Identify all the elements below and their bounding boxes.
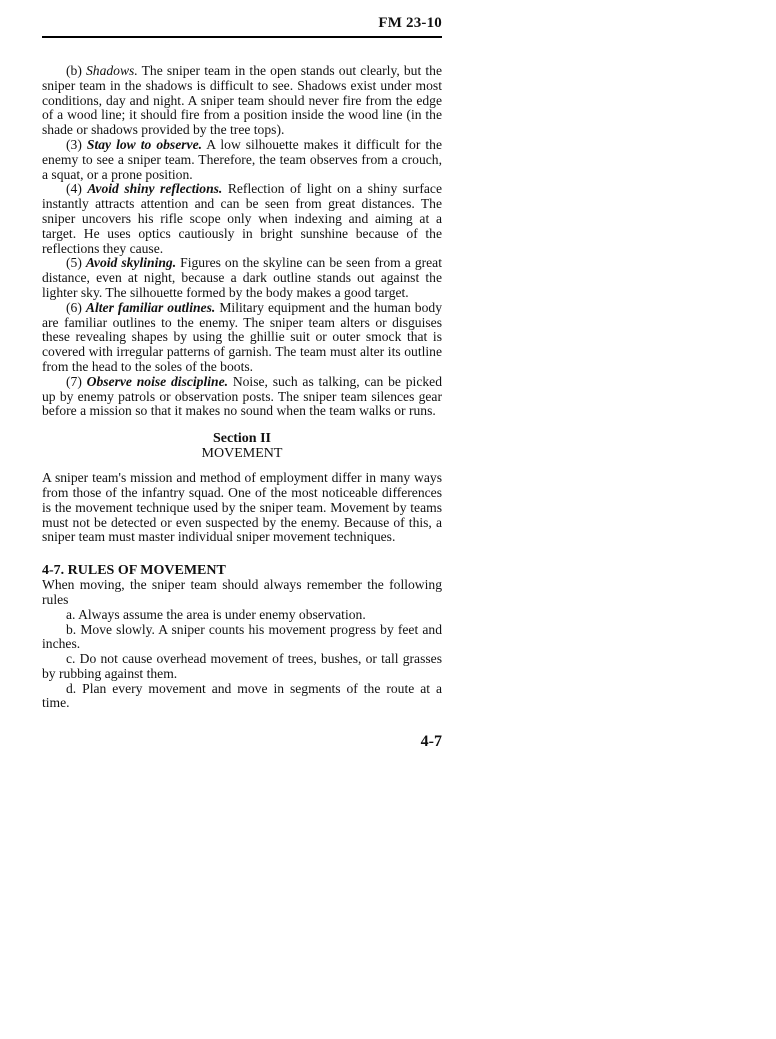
paragraph-term: Observe noise discipline. bbox=[86, 373, 229, 389]
rule-item: a. Always assume the area is under enemy observation. bbox=[66, 606, 366, 622]
paragraph-term: Shadows. bbox=[85, 63, 138, 78]
section-number: Section II bbox=[213, 431, 271, 447]
body-text bbox=[42, 64, 442, 711]
paragraph-reflections bbox=[42, 182, 442, 256]
rule-item: b. Move slowly. A sniper counts his movement progress by feet and inches. bbox=[42, 621, 442, 652]
paragraph-term: Alter familiar outlines. bbox=[85, 299, 216, 315]
paragraph-number: (b) bbox=[66, 63, 82, 78]
section-title: MOVEMENT bbox=[201, 446, 283, 462]
paragraph-stay-low bbox=[42, 138, 442, 182]
paragraph-noise bbox=[42, 375, 442, 419]
paragraph-text: Noise, such as talking, can be picked up by enemy patrols or observation posts. The sniper team silences gear before a mission so that it makes no sound when the team walks or runs. bbox=[42, 373, 442, 419]
paragraph-term: Avoid skylining. bbox=[85, 255, 177, 271]
paragraph-text: The sniper team in the open stands out clearly, but the sniper team in the shadows is difficult to see. Shadows exist under most conditions, day and night. A sniper team should never fire from the edge of a wood line; it should fire from a position inside the wood line (in the shade or shadows provided by the tree tops). bbox=[42, 63, 442, 138]
paragraph-text: Reflection of light on a shiny surface instantly attracts attention and can be seen from great distances. The sniper uncovers his rifle scope only when indexing and aiming at a target. He uses optics cautiously in bright sunshine because of the reflections they cause. bbox=[42, 181, 442, 256]
page-number: 4-7 bbox=[420, 733, 442, 750]
paragraph-number: (5) bbox=[66, 255, 82, 271]
paragraph-number: (3) bbox=[66, 136, 82, 152]
paragraph-term: Stay low to observe. bbox=[86, 136, 202, 152]
document-page bbox=[42, 10, 442, 711]
paragraph-text: Military equipment and the human body are familiar outlines to the enemy. The sniper team alters or disguises these revealing shapes by using the ghillie suit or outer smock that is covered with irregular patterns of garnish. The team must alter its outline from the head to the soles of the boots. bbox=[42, 299, 442, 374]
section-heading bbox=[42, 431, 442, 461]
paragraph-number: (4) bbox=[66, 181, 82, 197]
rules-heading: 4-7. RULES OF MOVEMENT bbox=[42, 563, 226, 579]
paragraph-term: Avoid shiny reflections. bbox=[87, 181, 223, 197]
rules-intro: When moving, the sniper team should always remember the following rules bbox=[42, 577, 442, 607]
paragraph-text: Figures on the skyline can be seen from a great distance, even at night, because a dark outline stands out against the lighter sky. The silhouette formed by the body makes a good target. bbox=[42, 255, 442, 300]
paragraph-number: (6) bbox=[66, 299, 82, 315]
section-intro: A sniper team's mission and method of employment differ in many ways from those of the infantry squad. One of the most noticeable differences is the movement technique used by the sniper team. Movement by teams must not be detected or even suspected by the enemy. Because of this, a sniper team must master individual sniper movement techniques. bbox=[42, 470, 442, 545]
paragraph-number: (7) bbox=[66, 373, 82, 389]
paragraph-shadows bbox=[42, 64, 442, 138]
rule-item: c. Do not cause overhead movement of trees, bushes, or tall grasses by rubbing against them. bbox=[42, 651, 442, 681]
paragraph-text: A low silhouette makes it difficult for the enemy to see a sniper team. Therefore, the team observes from a crouch, a squat, or a prone position. bbox=[42, 136, 442, 182]
rule-item: d. Plan every movement and move in segments of the route at a time. bbox=[42, 680, 442, 711]
paragraph-skylining bbox=[42, 256, 442, 300]
paragraph-outlines bbox=[42, 301, 442, 375]
running-head: FM 23-10 bbox=[42, 10, 442, 38]
